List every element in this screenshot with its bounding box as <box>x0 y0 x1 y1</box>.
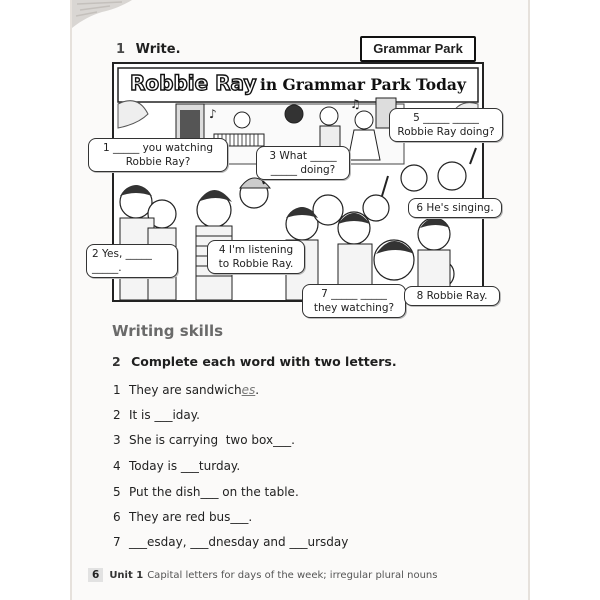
exercise-number: 3 <box>113 433 121 447</box>
bubble-5-line-2: Robbie Ray doing? <box>397 126 495 138</box>
bubble-5 <box>389 108 503 142</box>
exercise-number: 5 <box>113 485 121 499</box>
bubble-3-line-2: _____ doing? <box>270 164 336 176</box>
page-number: 6 <box>88 568 103 582</box>
exercise-7 <box>113 535 348 549</box>
section-1-number: 1 <box>116 42 126 57</box>
bubble-3-line-1: 3 What _____ <box>269 150 337 162</box>
exercise-answer: es <box>241 383 256 397</box>
title-robbie-ray: Robbie Ray <box>130 71 257 95</box>
exercise-number: 4 <box>113 459 121 473</box>
bubble-1-line-2: Robbie Ray? <box>125 156 191 168</box>
bubble-7-line-1: 7 _____ _____ <box>321 288 387 300</box>
writing-skills-heading: Writing skills <box>112 322 224 340</box>
exercise-number: 6 <box>113 510 121 524</box>
footer-unit: Unit 1 <box>109 570 144 581</box>
section-1-heading <box>116 42 181 57</box>
exercise-text: ___esday, ___dnesday and ___ursday <box>129 535 349 549</box>
exercise-text: It is ___iday. <box>129 408 200 422</box>
exercise-text: They are sandwich <box>129 383 242 397</box>
section-2-heading <box>112 354 397 369</box>
footer-topic: Capital letters for days of the week; irregular plural nouns <box>147 570 438 581</box>
illustration-title <box>116 66 482 100</box>
exercise-text: Today is ___turday. <box>129 459 241 473</box>
bubble-2-line-2: _____. <box>92 262 122 274</box>
bubble-4 <box>207 240 305 274</box>
bubble-7-line-2: they watching? <box>313 302 395 314</box>
corner-decoration <box>72 0 142 30</box>
bubble-5-line-1: 5 _____ _____ <box>413 112 479 124</box>
page-footer <box>88 568 437 582</box>
exercise-text: They are red bus___. <box>129 510 253 524</box>
bubble-2-line-1: 2 Yes, _____ <box>92 248 152 260</box>
section-2-number: 2 <box>112 354 121 369</box>
bubble-4-line-2: to Robbie Ray. <box>218 258 294 270</box>
section-2-instruction: Complete each word with two letters. <box>131 354 397 369</box>
section-1-instruction: Write. <box>135 42 181 57</box>
bubble-6: 6 He's singing. <box>408 198 502 218</box>
exercise-5 <box>113 485 299 499</box>
exercise-text: Put the dish___ on the table. <box>129 485 299 499</box>
exercise-1 <box>113 383 259 397</box>
bubble-7 <box>302 284 406 318</box>
svg-text:♫: ♫ <box>350 97 361 111</box>
exercise-number: 2 <box>113 408 121 422</box>
bubble-2 <box>86 244 178 278</box>
bubble-1 <box>88 138 228 172</box>
exercise-3 <box>113 433 295 447</box>
exercise-text: She is carrying two box___. <box>129 433 295 447</box>
grammar-park-badge: Grammar Park <box>360 36 476 62</box>
bubble-3 <box>256 146 350 180</box>
exercise-number: 1 <box>113 383 121 397</box>
exercise-text-end: . <box>255 383 260 397</box>
exercise-4 <box>113 459 240 473</box>
title-rest: in Grammar Park Today <box>260 75 466 94</box>
exercise-6 <box>113 510 252 524</box>
exercise-number: 7 <box>113 535 121 549</box>
bubble-1-line-1: 1 _____ you watching <box>102 142 214 154</box>
svg-text:♪: ♪ <box>209 107 217 121</box>
bubble-8: 8 Robbie Ray. <box>404 286 500 306</box>
exercise-2 <box>113 408 200 422</box>
bubble-4-line-1: 4 I'm listening <box>218 244 294 256</box>
